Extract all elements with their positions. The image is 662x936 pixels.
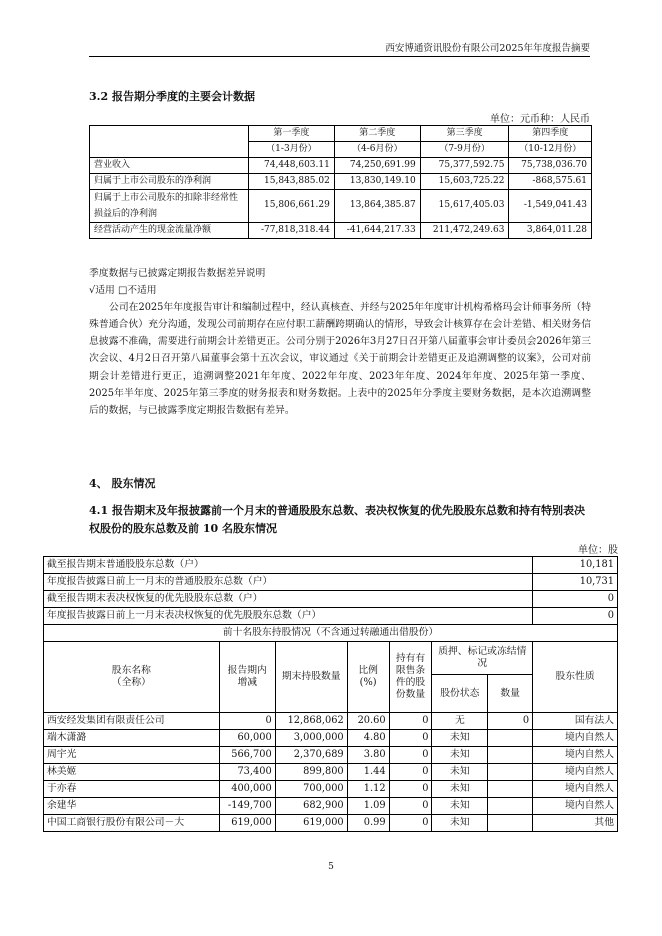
cell-nature: 国有法人 <box>533 713 618 730</box>
cell-status: 未知 <box>432 781 488 798</box>
cell-value: 74,448,603.11 <box>249 158 335 174</box>
cell-value: 75,377,592.75 <box>420 158 509 174</box>
col-change: 报告期内增减 <box>219 642 275 713</box>
cell-status: 未知 <box>432 730 488 747</box>
cell-nature: 境内自然人 <box>533 798 618 815</box>
cell-value: -77,818,318.44 <box>249 223 335 239</box>
quarter-range-q3: （7-9月份） <box>420 142 509 158</box>
cell-qty <box>488 798 533 815</box>
cell-value: 75,738,036.70 <box>509 158 592 174</box>
cell-status: 无 <box>432 713 488 730</box>
table-row <box>44 781 618 798</box>
shareholder-name: 中国工商银行股份有限公司－大 <box>44 815 220 832</box>
col-pledge: 质押、标记或冻结情况 <box>432 642 533 675</box>
col-name-sub: （全称） <box>111 677 151 688</box>
cell-ratio: 4.80 <box>347 730 389 747</box>
cell-value: 74,250,691.99 <box>334 158 420 174</box>
cell-ratio: 1.09 <box>347 798 389 815</box>
summary-label: 截至报告期末表决权恢复的优先股股东总数（户） <box>44 591 533 608</box>
cell-value: 211,472,249.63 <box>420 223 509 239</box>
cell-value: 15,603,725.22 <box>420 174 509 190</box>
summary-value: 10,181 <box>533 557 618 574</box>
col-ratio: 比例(%) <box>347 642 389 713</box>
col-held: 期末持股数量 <box>275 642 347 713</box>
cell-status: 未知 <box>432 747 488 764</box>
row-label: 归属于上市公司股东的扣除非经常性损益后的净利润 <box>90 190 249 223</box>
cell-qty <box>488 815 533 832</box>
table-row <box>44 798 618 815</box>
quarter-table-corner <box>90 126 249 158</box>
quarter-header-q3: 第三季度 <box>420 126 509 142</box>
cell-nature: 境内自然人 <box>533 764 618 781</box>
cell-value: 13,864,385.87 <box>334 190 420 223</box>
col-name-label: 股东名称 <box>111 664 151 676</box>
cell-qty <box>488 730 533 747</box>
row-label: 归属于上市公司股东的净利润 <box>90 174 249 190</box>
cell-restricted: 0 <box>389 713 432 730</box>
cell-value: 3,864,011.28 <box>509 223 592 239</box>
table-row <box>44 747 618 764</box>
cell-qty <box>488 747 533 764</box>
table-row <box>90 223 592 239</box>
cell-change: 566,700 <box>219 747 275 764</box>
shareholder-name: 余建华 <box>44 798 220 815</box>
cell-held: 700,000 <box>275 781 347 798</box>
cell-held: 682,900 <box>275 798 347 815</box>
cell-change: 60,000 <box>219 730 275 747</box>
cell-status: 未知 <box>432 815 488 832</box>
cell-ratio: 3.80 <box>347 747 389 764</box>
cell-value: 15,617,405.03 <box>420 190 509 223</box>
table-row <box>44 713 618 730</box>
summary-label: 年度报告披露日前上一月末表决权恢复的优先股股东总数（户） <box>44 608 533 625</box>
quarter-table-unit: 单位：元币种：人民币 <box>490 114 590 125</box>
shareholder-unit: 单位：股 <box>578 545 618 556</box>
cell-restricted: 0 <box>389 798 432 815</box>
cell-nature: 境内自然人 <box>533 747 618 764</box>
section-3-2-heading: 3.2 报告期分季度的主要会计数据 <box>89 90 255 103</box>
cell-nature: 其他 <box>533 815 618 832</box>
top10-title: 前十名股东持股情况（不含通过转融通出借股份） <box>44 625 618 642</box>
quarter-range-q1: （1-3月份） <box>249 142 335 158</box>
col-restricted: 持有有限售条件的股份数量 <box>389 642 432 713</box>
row-label: 营业收入 <box>90 158 249 174</box>
section-4-1-heading: 4.1 报告期末及年报披露前一个月末的普通股股东总数、表决权恢复的优先股股东总数和持有特别表决权股份的股东总数及前 10 名股东情况 <box>89 504 585 535</box>
cell-change: 0 <box>219 713 275 730</box>
table-row <box>44 730 618 747</box>
cell-restricted: 0 <box>389 764 432 781</box>
quarter-range-q4: （10-12月份） <box>509 142 592 158</box>
summary-value: 0 <box>533 591 618 608</box>
cell-restricted: 0 <box>389 747 432 764</box>
cell-ratio: 1.44 <box>347 764 389 781</box>
section-4-heading: 4、 股东情况 <box>89 477 156 490</box>
cell-change: 619,000 <box>219 815 275 832</box>
cell-value: 15,806,661.29 <box>249 190 335 223</box>
cell-value: 13,830,149.10 <box>334 174 420 190</box>
row-label: 经营活动产生的现金流量净额 <box>90 223 249 239</box>
summary-label: 截至报告期末普通股股东总数（户） <box>44 557 533 574</box>
header-divider <box>89 56 590 57</box>
cell-qty <box>488 764 533 781</box>
cell-held: 12,868,062 <box>275 713 347 730</box>
quarter-range-q2: （4-6月份） <box>334 142 420 158</box>
cell-nature: 境内自然人 <box>533 730 618 747</box>
summary-value: 0 <box>533 608 618 625</box>
col-pledge-qty: 数量 <box>488 675 533 713</box>
cell-held: 899,800 <box>275 764 347 781</box>
shareholder-name: 于亦春 <box>44 781 220 798</box>
cell-status: 未知 <box>432 798 488 815</box>
cell-change: 400,000 <box>219 781 275 798</box>
quarter-header-q4: 第四季度 <box>509 126 592 142</box>
cell-ratio: 0.99 <box>347 815 389 832</box>
table-row <box>44 815 618 832</box>
summary-value: 10,731 <box>533 574 618 591</box>
shareholder-name: 周宇光 <box>44 747 220 764</box>
cell-held: 3,000,000 <box>275 730 347 747</box>
shareholder-name: 端木潇潞 <box>44 730 220 747</box>
cell-value: -41,644,217.33 <box>334 223 420 239</box>
cell-restricted: 0 <box>389 730 432 747</box>
col-nature: 股东性质 <box>533 642 618 713</box>
cell-restricted: 0 <box>389 781 432 798</box>
quarter-header-q1: 第一季度 <box>249 126 335 142</box>
difference-explanation <box>89 265 591 419</box>
cell-value: -868,575.61 <box>509 174 592 190</box>
cell-change: -149,700 <box>219 798 275 815</box>
cell-held: 619,000 <box>275 815 347 832</box>
cell-ratio: 20.60 <box>347 713 389 730</box>
applicable-checkbox: √适用 □不适用 <box>89 285 157 297</box>
cell-nature: 境内自然人 <box>533 781 618 798</box>
shareholder-name: 西安经发集团有限责任公司 <box>44 713 220 730</box>
explanation-text: 公司在2025年年度报告审计和编制过程中，经认真核查、并经与2025年年度审计机构希格玛会计师事务所（特殊普通合伙）充分沟通，发现公司前期存在应付职工薪酬跨期确认的情形，导致会计核算存在会计差错、相关财务信息披露不准确，需要进行前期会计差错更正。公司分别于2026年3月27日召开第八届董事会审计委员会2026年第三次会议、4月2日召开第八届董事会第十五次会议，审议通过《关于前期会计差错更正及追溯调整的议案》，公司对前期会计差错进行更正，追溯调整2021年年度、2022年年度、2023年年度、2024年年度、2025年第一季度、2025年半年度、2025年第三季度的财务报表和财务数据。上表中的2025年分季度主要财务数据，是本次追溯调整后的数据，与已披露季度定期报告数据有差异。 <box>89 302 591 416</box>
table-row <box>90 158 592 174</box>
table-row <box>90 190 592 223</box>
cell-restricted: 0 <box>389 815 432 832</box>
cell-value: -1,549,041.43 <box>509 190 592 223</box>
shareholder-table <box>43 556 618 832</box>
cell-qty: 0 <box>488 713 533 730</box>
quarter-header-q2: 第二季度 <box>334 126 420 142</box>
page-header: 西安博通资讯股份有限公司2025年年度报告摘要 <box>385 43 590 54</box>
shareholder-name: 林美姬 <box>44 764 220 781</box>
cell-ratio: 1.12 <box>347 781 389 798</box>
summary-label: 年度报告披露日前上一月末的普通股股东总数（户） <box>44 574 533 591</box>
cell-held: 2,370,689 <box>275 747 347 764</box>
page-number: 5 <box>328 862 334 872</box>
table-row <box>44 764 618 781</box>
cell-status: 未知 <box>432 764 488 781</box>
col-pledge-status: 股份状态 <box>432 675 488 713</box>
table-row <box>90 174 592 190</box>
cell-value: 15,843,885.02 <box>249 174 335 190</box>
col-shareholder-name <box>44 642 220 713</box>
quarterly-data-table <box>89 125 592 239</box>
difference-title: 季度数据与已披露定期报告数据差异说明 <box>89 268 266 279</box>
cell-change: 73,400 <box>219 764 275 781</box>
cell-qty <box>488 781 533 798</box>
